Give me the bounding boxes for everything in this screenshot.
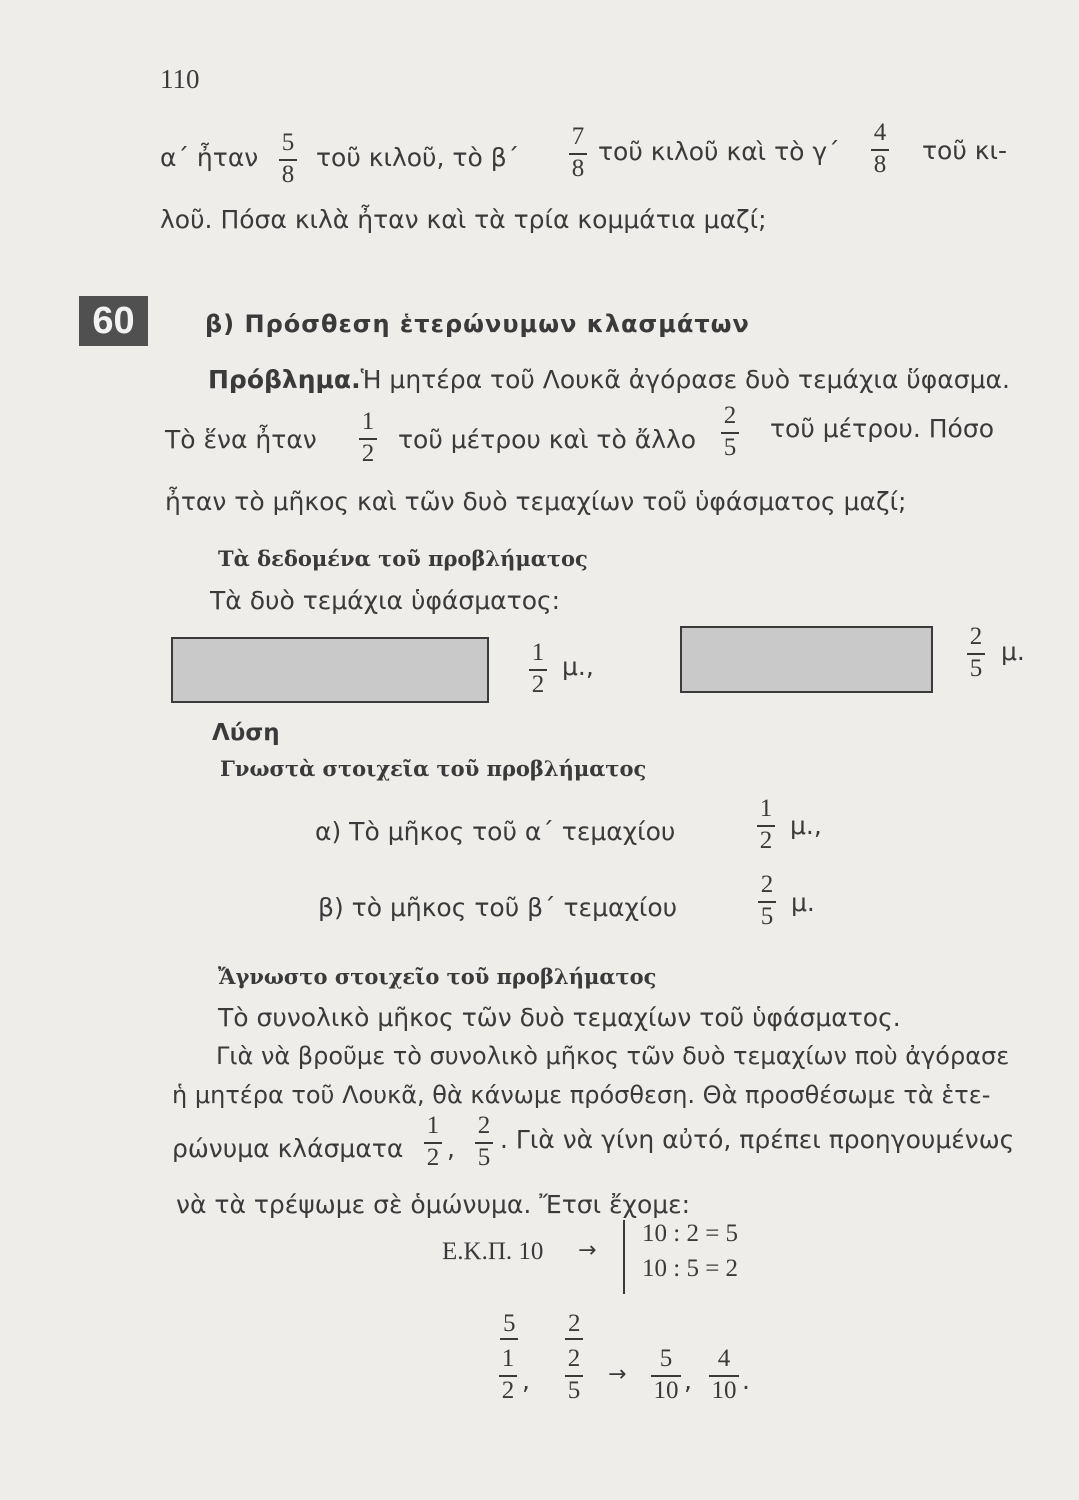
known-b: β) τὸ μῆκος τοῦ β΄ τεμαχίου [318,893,678,922]
multiplier-2-underline [565,1338,583,1340]
solution-heading: Λύση [212,720,280,746]
solution-p3b: . Γιὰ νὰ γίνη αὐτό, πρέπει προηγουμένως [500,1125,1015,1154]
multiplier-1-underline [500,1338,518,1340]
intro-part1: α΄ ἦταν [160,143,259,172]
multiplier-2: 2 [568,1310,581,1337]
problem-line2b: τοῦ μέτρου καὶ τὸ ἄλλο [398,425,697,454]
fabric-piece-2 [680,626,933,693]
solution-p2: ἡ μητέρα τοῦ Λουκᾶ, θὰ κάνωμε πρόσθεση. Θὰ προσθέσωμε τὰ ἑτε- [172,1081,991,1109]
problem-line2a: Τὸ ἕνα ἦταν [165,425,317,454]
conv-arrow-icon: → [608,1362,627,1387]
conv-comma-1: , [522,1366,530,1395]
multiplier-1: 5 [503,1310,516,1337]
solution-p3b-text: Γιὰ νὰ γίνη αὐτό, πρέπει προηγουμένως [515,1125,1015,1154]
intro-part3: τοῦ κιλοῦ καὶ τὸ γ΄ [598,137,840,166]
lcm-label: Ε.Κ.Π. 10 [442,1238,544,1265]
piece1-unit: μ., [562,652,594,681]
known-b-unit: μ. [791,888,815,917]
problem-line3: ἦταν τὸ μῆκος καὶ τῶν δυὸ τεμαχίων τοῦ ὑφάσματος μαζί; [165,487,907,516]
given-intro: Τὰ δυὸ τεμάχια ὑφάσματος: [210,586,561,615]
problem-label: Πρόβλημα. [208,365,361,394]
p3-comma: , [447,1134,455,1163]
given-heading: Τὰ δεδομένα τοῦ προβλήματος [218,546,588,571]
section-heading: β) Πρόσθεση ἑτερώνυμων κλασμάτων [205,310,750,338]
lcm-divider [623,1220,625,1294]
piece2-unit: μ. [1001,637,1025,666]
problem-line2c: τοῦ μέτρου. Πόσο [770,414,994,443]
result-comma: , [684,1366,692,1395]
solution-p3a: ρώνυμα κλάσματα [172,1134,404,1163]
problem-line1 [208,365,1010,395]
intro-part4: τοῦ κι- [922,136,1007,165]
problem-text: Ἡ μητέρα τοῦ Λουκᾶ ἀγόρασε δυὸ τεμάχια ὕφασμα. [360,365,1010,394]
division-2: 10 : 5 = 2 [642,1255,739,1282]
arrow-icon: → [578,1238,597,1263]
known-heading: Γνωστὰ στοιχεῖα τοῦ προβλήματος [220,756,647,781]
division-1: 10 : 2 = 5 [642,1220,739,1247]
intro-line2: λοῦ. Πόσα κιλὰ ἦταν καὶ τὰ τρία κομμάτια μαζί; [160,205,767,234]
unknown-text: Τὸ συνολικὸ μῆκος τῶν δυὸ τεμαχίων τοῦ ὑφάσματος. [218,1003,901,1032]
fabric-piece-1 [171,637,489,703]
intro-part2: τοῦ κιλοῦ, τὸ β΄ [316,143,520,172]
solution-p1: Γιὰ νὰ βροῦμε τὸ συνολικὸ μῆκος τῶν δυὸ τεμαχίων ποὺ ἀγόρασε [216,1042,1010,1070]
unknown-heading: Ἄγνωστο στοιχεῖο τοῦ προβλήματος [218,964,657,989]
known-a-unit: μ., [790,811,822,840]
page-number: 110 [160,64,200,94]
known-a: α) Τὸ μῆκος τοῦ α΄ τεμαχίου [315,817,676,846]
section-badge: 60 [79,296,148,346]
result-period: . [742,1366,750,1395]
solution-p4: νὰ τὰ τρέψωμε σὲ ὁμώνυμα. Ἔτσι ἔχομε: [176,1190,691,1219]
